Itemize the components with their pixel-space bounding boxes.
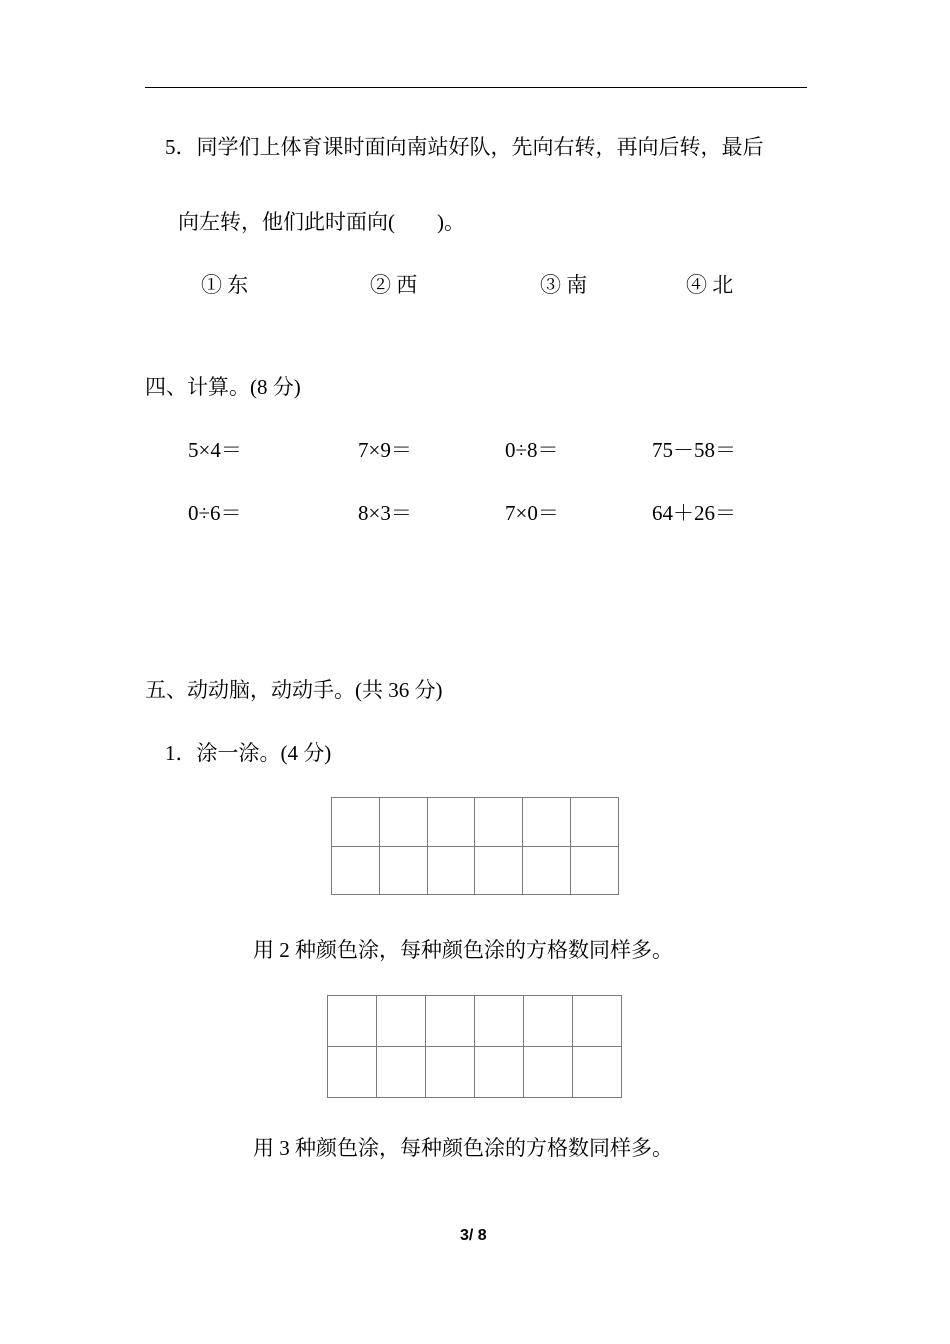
section-5-title: 五、动动脑，动动手。(共 36 分) xyxy=(145,678,443,702)
calc-1-2: 7×9＝ xyxy=(358,438,412,462)
header-rule xyxy=(145,87,807,88)
option-3: ③ 南 xyxy=(540,273,588,297)
coloring-grid-1 xyxy=(331,797,619,895)
grid-1-caption: 用 2 种颜色涂，每种颜色涂的方格数同样多。 xyxy=(253,938,673,962)
option-1: ① 东 xyxy=(201,273,249,297)
calc-2-4: 64＋26＝ xyxy=(652,501,736,525)
calc-1-1: 5×4＝ xyxy=(188,438,242,462)
calc-2-3: 7×0＝ xyxy=(505,501,559,525)
calc-2-2: 8×3＝ xyxy=(358,501,412,525)
calc-1-3: 0÷8＝ xyxy=(505,438,559,462)
grid-2-caption: 用 3 种颜色涂，每种颜色涂的方格数同样多。 xyxy=(253,1136,673,1160)
option-2: ② 西 xyxy=(370,273,418,297)
question-1-title: 1．涂一涂。(4 分) xyxy=(165,741,332,765)
calc-1-4: 75－58＝ xyxy=(652,438,736,462)
option-4: ④ 北 xyxy=(686,273,734,297)
coloring-grid-2 xyxy=(327,995,622,1098)
question-5-line-2: 向左转，他们此时面向( )。 xyxy=(178,210,465,234)
question-5-line-1: 5．同学们上体育课时面向南站好队，先向右转，再向后转，最后 xyxy=(165,135,764,159)
calc-2-1: 0÷6＝ xyxy=(188,501,242,525)
section-4-title: 四、计算。(8 分) xyxy=(145,375,301,399)
page-number: 3/ 8 xyxy=(460,1227,487,1244)
